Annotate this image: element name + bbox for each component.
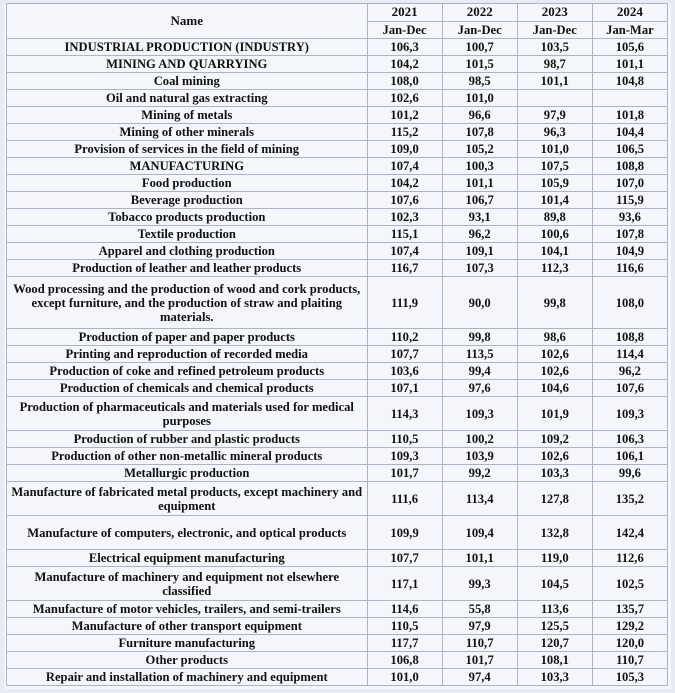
row-name: Production of paper and paper products: [7, 329, 368, 346]
row-name: Furniture manufacturing: [7, 635, 368, 652]
table-row: [7, 90, 668, 107]
row-name: Production of coke and refined petroleum products: [7, 363, 368, 380]
row-value-2023: 119,0: [517, 550, 592, 567]
row-value-2021: 101,7: [367, 465, 442, 482]
row-value-2023: 102,6: [517, 346, 592, 363]
row-value-2021: 104,2: [367, 175, 442, 192]
row-value-2024: 96,2: [592, 363, 667, 380]
row-value-2022: 97,9: [442, 618, 517, 635]
table-row: [7, 141, 668, 158]
row-value-2021: 101,2: [367, 107, 442, 124]
row-value-2022: 100,3: [442, 158, 517, 175]
table-row: [7, 516, 668, 550]
table-row: [7, 431, 668, 448]
row-value-2023: 103,3: [517, 669, 592, 686]
row-value-2024: 106,5: [592, 141, 667, 158]
row-value-2023: 101,0: [517, 141, 592, 158]
row-value-2022: 105,2: [442, 141, 517, 158]
row-value-2024: 109,3: [592, 397, 667, 431]
row-value-2022: 109,1: [442, 243, 517, 260]
row-value-2024: 108,0: [592, 277, 667, 329]
row-value-2022: 113,5: [442, 346, 517, 363]
row-value-2023: 102,6: [517, 448, 592, 465]
table-row: [7, 56, 668, 73]
table-row: [7, 73, 668, 90]
row-value-2021: 107,4: [367, 158, 442, 175]
period-header-2024: Jan-Mar: [592, 21, 667, 39]
row-value-2024: 142,4: [592, 516, 667, 550]
row-value-2024: 107,6: [592, 380, 667, 397]
table-row: [7, 601, 668, 618]
row-value-2024: 112,6: [592, 550, 667, 567]
row-value-2022: 101,7: [442, 652, 517, 669]
row-name: Oil and natural gas extracting: [7, 90, 368, 107]
table-row: [7, 260, 668, 277]
row-name: Production of leather and leather products: [7, 260, 368, 277]
row-value-2024: 135,7: [592, 601, 667, 618]
row-value-2022: 98,5: [442, 73, 517, 90]
row-value-2023: 101,1: [517, 73, 592, 90]
row-value-2023: 105,9: [517, 175, 592, 192]
row-value-2022: 99,2: [442, 465, 517, 482]
row-value-2022: 103,9: [442, 448, 517, 465]
row-value-2024: 104,9: [592, 243, 667, 260]
row-name: Apparel and clothing production: [7, 243, 368, 260]
table-row: [7, 192, 668, 209]
table-row: [7, 567, 668, 601]
table-row: [7, 380, 668, 397]
row-value-2023: [517, 90, 592, 107]
row-value-2021: 111,9: [367, 277, 442, 329]
row-value-2023: 104,5: [517, 567, 592, 601]
row-value-2022: 109,4: [442, 516, 517, 550]
table-row: [7, 277, 668, 329]
row-value-2022: 101,0: [442, 90, 517, 107]
table-row: [7, 635, 668, 652]
row-value-2024: 104,8: [592, 73, 667, 90]
table-row: [7, 363, 668, 380]
year-header-2024: 2024: [592, 4, 667, 22]
row-name: Provision of services in the field of mining: [7, 141, 368, 158]
row-name: Manufacture of computers, electronic, and optical products: [7, 516, 368, 550]
row-name: INDUSTRIAL PRODUCTION (INDUSTRY): [7, 39, 368, 56]
table-row: [7, 346, 668, 363]
row-value-2023: 97,9: [517, 107, 592, 124]
row-name: Mining of metals: [7, 107, 368, 124]
row-name: Textile production: [7, 226, 368, 243]
row-value-2021: 104,2: [367, 56, 442, 73]
row-name: Manufacture of machinery and equipment not elsewhere classified: [7, 567, 368, 601]
year-header-2021: 2021: [367, 4, 442, 22]
row-name: Manufacture of motor vehicles, trailers, and semi-trailers: [7, 601, 368, 618]
table-row: [7, 107, 668, 124]
row-value-2021: 110,5: [367, 431, 442, 448]
row-value-2024: 105,6: [592, 39, 667, 56]
row-value-2024: 108,8: [592, 158, 667, 175]
row-value-2021: 116,7: [367, 260, 442, 277]
row-value-2021: 110,5: [367, 618, 442, 635]
row-value-2023: 120,7: [517, 635, 592, 652]
row-value-2022: 109,3: [442, 397, 517, 431]
table-row: [7, 329, 668, 346]
name-column-header: Name: [7, 4, 368, 39]
row-name: Tobacco products production: [7, 209, 368, 226]
row-value-2021: 107,4: [367, 243, 442, 260]
row-value-2024: 107,0: [592, 175, 667, 192]
row-value-2021: 107,1: [367, 380, 442, 397]
row-value-2022: 99,3: [442, 567, 517, 601]
row-name: Metallurgic production: [7, 465, 368, 482]
table-row: [7, 243, 668, 260]
row-value-2024: 120,0: [592, 635, 667, 652]
row-value-2023: 107,5: [517, 158, 592, 175]
period-header-2023: Jan-Dec: [517, 21, 592, 39]
row-name: Production of chemicals and chemical products: [7, 380, 368, 397]
row-name: Production of other non-metallic mineral products: [7, 448, 368, 465]
table-row: [7, 482, 668, 516]
row-value-2024: 110,7: [592, 652, 667, 669]
table-row: [7, 550, 668, 567]
row-value-2024: 115,9: [592, 192, 667, 209]
row-value-2024: 135,2: [592, 482, 667, 516]
row-name: Mining of other minerals: [7, 124, 368, 141]
row-value-2023: 104,1: [517, 243, 592, 260]
row-value-2021: 114,6: [367, 601, 442, 618]
row-value-2024: 101,1: [592, 56, 667, 73]
table-row: [7, 465, 668, 482]
row-value-2021: 110,2: [367, 329, 442, 346]
row-value-2023: 132,8: [517, 516, 592, 550]
row-value-2023: 100,6: [517, 226, 592, 243]
row-value-2024: 129,2: [592, 618, 667, 635]
row-value-2022: 101,1: [442, 175, 517, 192]
row-name: Food production: [7, 175, 368, 192]
row-name: Coal mining: [7, 73, 368, 90]
row-name: Manufacture of other transport equipment: [7, 618, 368, 635]
row-value-2022: 93,1: [442, 209, 517, 226]
row-value-2023: 89,8: [517, 209, 592, 226]
table-row: [7, 39, 668, 56]
row-value-2024: 114,4: [592, 346, 667, 363]
row-value-2021: 107,7: [367, 550, 442, 567]
row-value-2021: 102,3: [367, 209, 442, 226]
row-name: Production of rubber and plastic products: [7, 431, 368, 448]
row-value-2023: 102,6: [517, 363, 592, 380]
row-value-2021: 107,7: [367, 346, 442, 363]
table-row: [7, 448, 668, 465]
row-value-2024: 99,6: [592, 465, 667, 482]
row-value-2021: 117,1: [367, 567, 442, 601]
row-name: MANUFACTURING: [7, 158, 368, 175]
row-value-2021: 106,8: [367, 652, 442, 669]
period-header-2022: Jan-Dec: [442, 21, 517, 39]
row-value-2021: 114,3: [367, 397, 442, 431]
row-value-2021: 107,6: [367, 192, 442, 209]
row-value-2024: 106,1: [592, 448, 667, 465]
row-value-2024: 102,5: [592, 567, 667, 601]
row-value-2023: 98,7: [517, 56, 592, 73]
row-value-2023: 108,1: [517, 652, 592, 669]
row-value-2023: 103,3: [517, 465, 592, 482]
row-value-2021: 108,0: [367, 73, 442, 90]
row-value-2022: 106,7: [442, 192, 517, 209]
row-value-2021: 103,6: [367, 363, 442, 380]
row-value-2021: 106,3: [367, 39, 442, 56]
table-frame: [4, 3, 671, 689]
row-value-2022: 100,2: [442, 431, 517, 448]
row-name: Electrical equipment manufacturing: [7, 550, 368, 567]
row-value-2024: 106,3: [592, 431, 667, 448]
table-row: [7, 175, 668, 192]
row-value-2023: 109,2: [517, 431, 592, 448]
table-row: [7, 226, 668, 243]
row-value-2023: 127,8: [517, 482, 592, 516]
row-name: MINING AND QUARRYING: [7, 56, 368, 73]
period-header-2021: Jan-Dec: [367, 21, 442, 39]
table-row: [7, 397, 668, 431]
row-value-2023: 101,9: [517, 397, 592, 431]
row-value-2021: 109,3: [367, 448, 442, 465]
row-value-2024: 93,6: [592, 209, 667, 226]
table-row: [7, 209, 668, 226]
row-value-2023: 98,6: [517, 329, 592, 346]
row-value-2022: 97,6: [442, 380, 517, 397]
table-row: [7, 669, 668, 686]
table-row: [7, 652, 668, 669]
row-value-2023: 99,8: [517, 277, 592, 329]
row-value-2023: 113,6: [517, 601, 592, 618]
row-value-2021: 102,6: [367, 90, 442, 107]
row-value-2024: [592, 90, 667, 107]
row-value-2023: 112,3: [517, 260, 592, 277]
row-name: Beverage production: [7, 192, 368, 209]
table-body: [7, 39, 668, 686]
row-value-2024: 101,8: [592, 107, 667, 124]
row-value-2022: 107,8: [442, 124, 517, 141]
row-value-2021: 109,0: [367, 141, 442, 158]
row-value-2024: 104,4: [592, 124, 667, 141]
year-header-2023: 2023: [517, 4, 592, 22]
row-value-2024: 116,6: [592, 260, 667, 277]
row-name: Repair and installation of machinery and equipment: [7, 669, 368, 686]
table-row: [7, 158, 668, 175]
row-value-2022: 96,6: [442, 107, 517, 124]
row-value-2024: 105,3: [592, 669, 667, 686]
row-value-2023: 103,5: [517, 39, 592, 56]
row-value-2022: 96,2: [442, 226, 517, 243]
row-value-2023: 101,4: [517, 192, 592, 209]
row-value-2022: 99,4: [442, 363, 517, 380]
row-name: Wood processing and the production of wood and cork products, except furniture, and the production of straw and plaiting materials.: [7, 277, 368, 329]
row-value-2024: 107,8: [592, 226, 667, 243]
row-value-2022: 55,8: [442, 601, 517, 618]
row-name: Printing and reproduction of recorded media: [7, 346, 368, 363]
row-value-2022: 97,4: [442, 669, 517, 686]
row-value-2023: 125,5: [517, 618, 592, 635]
row-value-2022: 101,1: [442, 550, 517, 567]
row-value-2022: 110,7: [442, 635, 517, 652]
row-name: Other products: [7, 652, 368, 669]
row-value-2022: 101,5: [442, 56, 517, 73]
industrial-production-table: [6, 3, 668, 686]
table-row: [7, 618, 668, 635]
row-name: Production of pharmaceuticals and materials used for medical purposes: [7, 397, 368, 431]
row-value-2021: 115,1: [367, 226, 442, 243]
row-value-2024: 108,8: [592, 329, 667, 346]
row-value-2021: 109,9: [367, 516, 442, 550]
table-row: [7, 124, 668, 141]
row-value-2022: 99,8: [442, 329, 517, 346]
row-value-2022: 100,7: [442, 39, 517, 56]
row-name: Manufacture of fabricated metal products, except machinery and equipment: [7, 482, 368, 516]
row-value-2023: 104,6: [517, 380, 592, 397]
row-value-2021: 101,0: [367, 669, 442, 686]
row-value-2021: 117,7: [367, 635, 442, 652]
row-value-2023: 96,3: [517, 124, 592, 141]
row-value-2022: 90,0: [442, 277, 517, 329]
row-value-2021: 111,6: [367, 482, 442, 516]
row-value-2022: 107,3: [442, 260, 517, 277]
row-value-2022: 113,4: [442, 482, 517, 516]
year-header-2022: 2022: [442, 4, 517, 22]
row-value-2021: 115,2: [367, 124, 442, 141]
